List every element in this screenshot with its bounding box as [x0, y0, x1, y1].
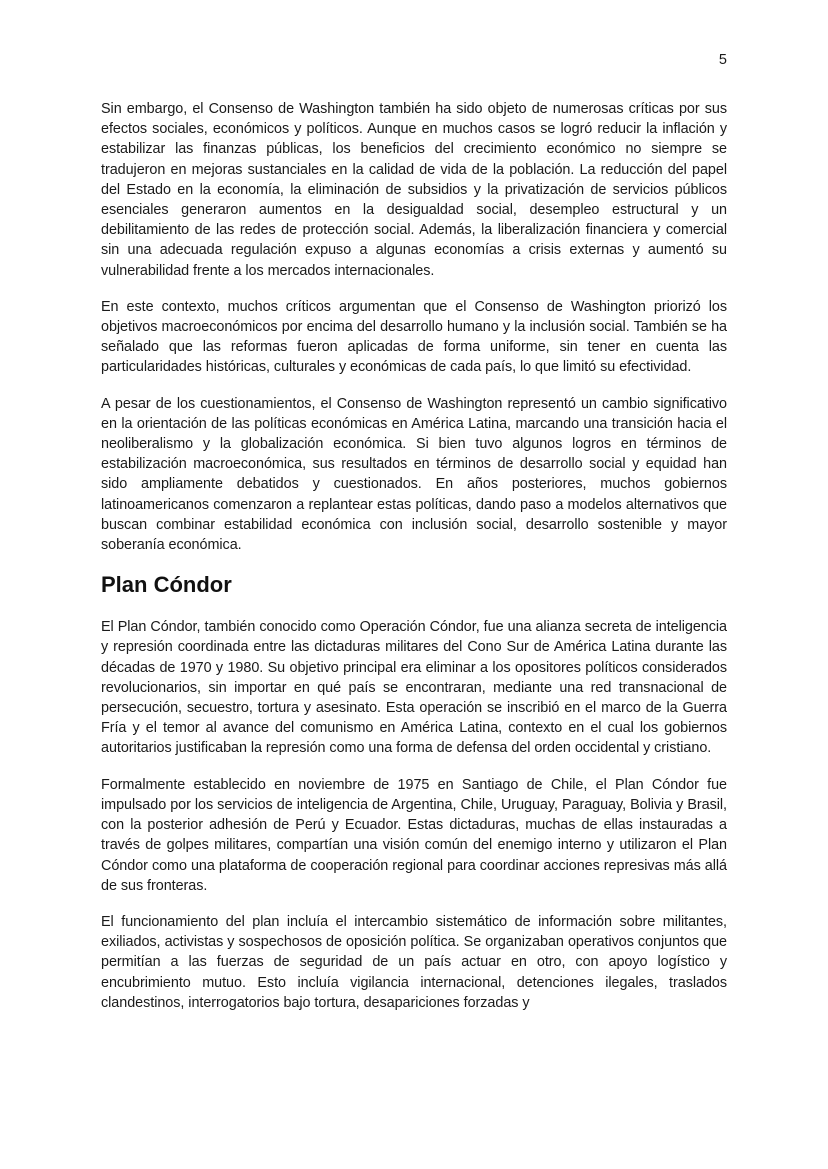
paragraph-condor-funcionamiento: El funcionamiento del plan incluía el intercambio sistemático de información sobre militantes, exiliados, activistas y sospechosos de oposición política. Se organizaban operativos conjuntos que permitían a las fuerzas de seguridad de un país actuar en otro, con apoyo logístico y encubrimiento mutuo. Esto incluía vigilancia internacional, detenciones ilegales, traslados clandestinos, interrogatorios bajo tortura, desapariciones forzadas y — [101, 913, 727, 1011]
paragraph-consenso-conclusion: A pesar de los cuestionamientos, el Consenso de Washington representó un cambio significativo en la orientación de las políticas económicas en América Latina, marcando una transición hacia el neoliberalismo y la globalización económica. Si bien tuvo algunos logros en términos de estabilización macroeconómica, sus resultados en términos de desarrollo social y equidad han sido ampliamente debatidos y cuestionados. En años posteriores, muchos gobiernos latinoamericanos comenzaron a replantear estas políticas, dando paso a modelos alternativos que buscan combinar estabilidad económica con inclusión social, desarrollo sostenible y mayor soberanía económica. — [101, 395, 727, 554]
paragraph-condor-establecimiento: Formalmente establecido en noviembre de 1975 en Santiago de Chile, el Plan Cóndor fue impulsado por los servicios de inteligencia de Argentina, Chile, Uruguay, Paraguay, Bolivia y Brasil, con la posterior adhesión de Perú y Ecuador. Estas dictaduras, muchas de ellas instauradas a través de golpes militares, compartían una visión común del enemigo interno y utilizaron el Plan Cóndor como una plataforma de cooperación regional para coordinar acciones represivas más allá de sus fronteras. — [101, 776, 727, 894]
paragraph-condor-definicion: El Plan Cóndor, también conocido como Operación Cóndor, fue una alianza secreta de inteligencia y represión coordinada entre las dictaduras militares del Cono Sur de América Latina durante las décadas de 1970 y 1980. Su objetivo principal era eliminar a los opositores políticos considerados revolucionarios, sin importar en qué país se encontraran, mediante una red transnacional de persecución, secuestro, tortura y asesinato. Esta operación se inscribió en el marco de la Guerra Fría y el temor al avance del comunismo en América Latina, contexto en el cual los gobiernos autoritarios justificaban la represión como una forma de defensa del orden occidental y cristiano. — [101, 619, 727, 757]
paragraph-consenso-criticas: Sin embargo, el Consenso de Washington también ha sido objeto de numerosas críticas por sus efectos sociales, económicos y políticos. Aunque en muchos casos se logró reducir la inflación y estabilizar las finanzas públicas, los beneficios del crecimiento económico no siempre se tradujeron en mejoras sustanciales en la calidad de vida de la población. La reducción del papel del Estado en la economía, la eliminación de subsidios y la privatización de servicios públicos esenciales generaron aumentos en la desigualdad social, desempleo estructural y un debilitamiento de las redes de protección social. Además, la liberalización financiera y comercial sin una adecuada regulación expuso a algunas economías a crisis externas y aumentó su vulnerabilidad frente a los mercados internacionales. — [101, 101, 727, 279]
paragraph-consenso-contexto: En este contexto, muchos críticos argumentan que el Consenso de Washington priorizó los objetivos macroeconómicos por encima del desarrollo humano y la inclusión social. También se ha señalado que las reformas fueron aplicadas de forma uniforme, sin tener en cuenta las particularidades históricas, culturales y económicas de cada país, lo que limitó su efectividad. — [101, 298, 727, 376]
page-number: 5 — [718, 52, 727, 68]
document-body — [101, 99, 727, 1029]
section-heading-plan-condor: Plan Cóndor — [101, 572, 232, 598]
